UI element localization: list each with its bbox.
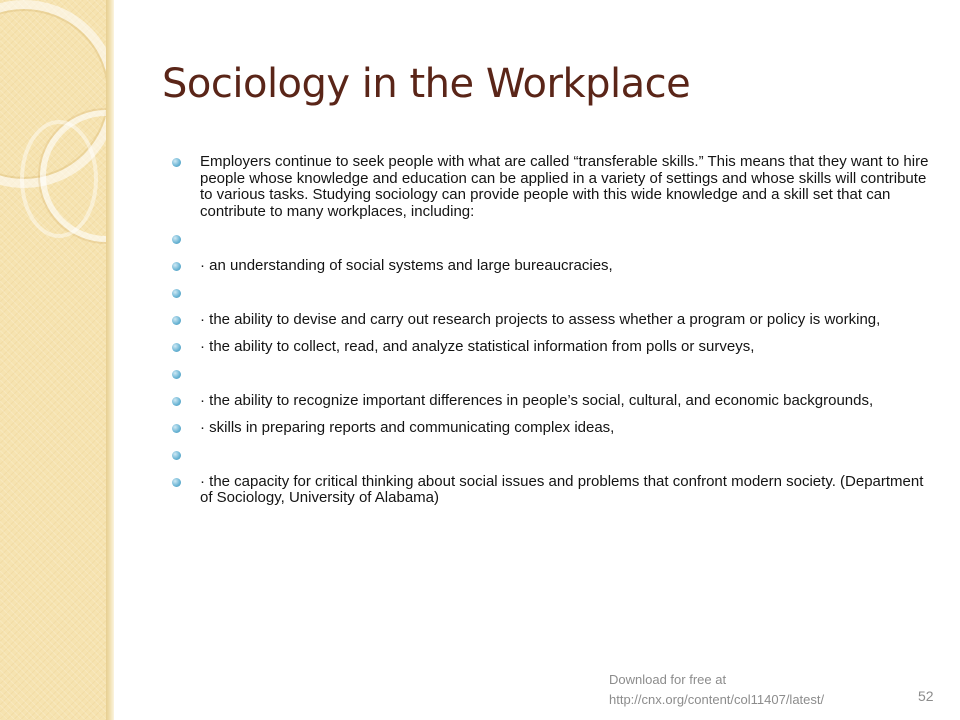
bullet-item-empty: [172, 447, 932, 463]
footer-source-link[interactable]: http://cnx.org/content/col11407/latest/: [609, 692, 825, 707]
footer-source-line1: Download for free at: [609, 672, 727, 687]
bullet-item: Employers continue to seek people with what are called “transferable skills.” This means that they want to hire people whose knowledge and education can be applied in a variety of settings and whose skills will contribute to various tasks. Studying sociology can provide people with this wide knowledge and a skill set that can contribute to many workplaces, including:: [172, 154, 932, 220]
bullet-item: · the ability to collect, read, and analyze statistical information from polls or surveys,: [172, 339, 932, 355]
bullet-list: [172, 154, 932, 506]
side-panel-edge: [106, 0, 114, 720]
decorative-ring: [20, 120, 98, 238]
bullet-item: · skills in preparing reports and communicating complex ideas,: [172, 420, 932, 436]
bullet-item-empty: [172, 285, 932, 301]
bullet-item: · the ability to devise and carry out research projects to assess whether a program or policy is working,: [172, 312, 932, 328]
bullet-item-empty: [172, 366, 932, 382]
bullet-item: · the capacity for critical thinking about social issues and problems that confront modern society. (Department of Sociology, University of Alabama): [172, 474, 932, 506]
bullet-item: · an understanding of social systems and large bureaucracies,: [172, 258, 932, 274]
decorative-side-panel: [0, 0, 106, 720]
bullet-item: · the ability to recognize important differences in people’s social, cultural, and economic backgrounds,: [172, 393, 932, 409]
bullet-item-empty: [172, 231, 932, 247]
page-number: 52: [918, 688, 934, 704]
slide-title: Sociology in the Workplace: [162, 61, 691, 107]
footer-source: [609, 670, 909, 710]
